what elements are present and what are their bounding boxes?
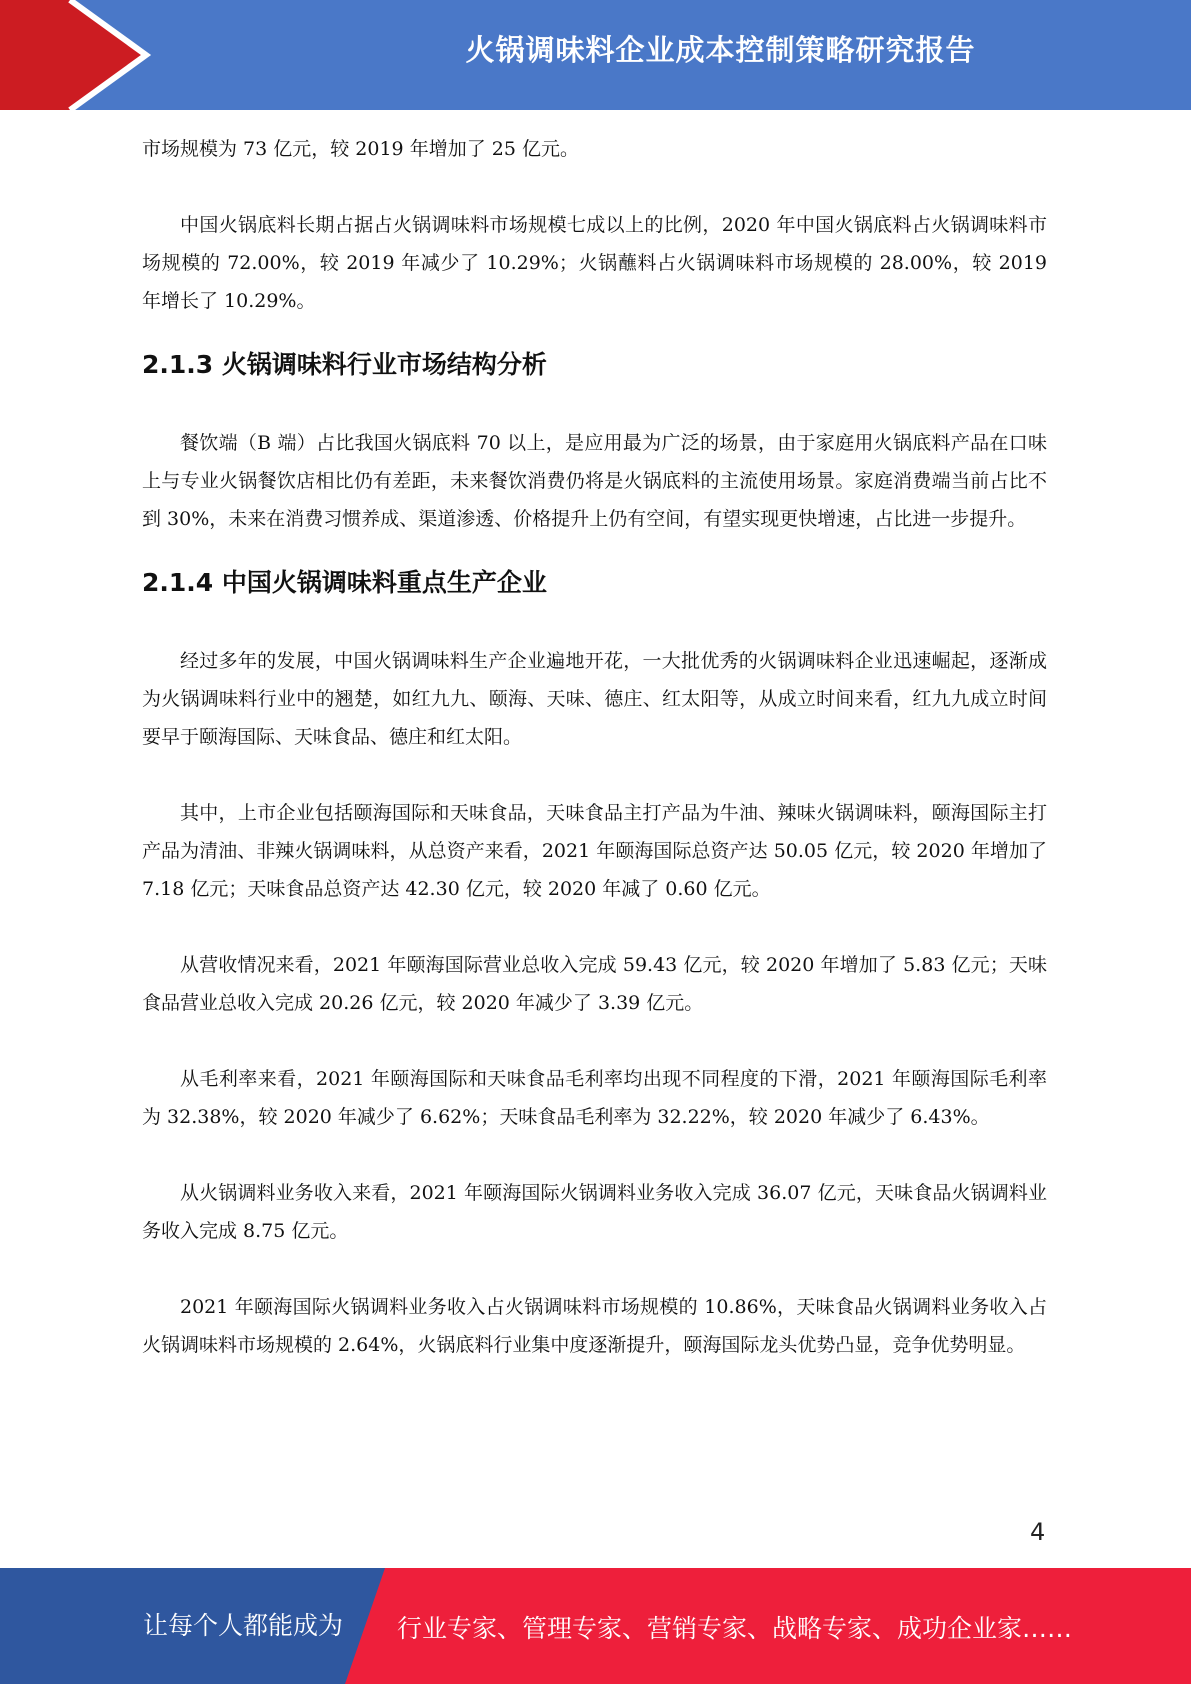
paragraph-gross-margin: 从毛利率来看，2021 年颐海国际和天味食品毛利率均出现不同程度的下滑，2021 年颐海国际毛利率为 32.38%，较 2020 年减少了 6.62%；天味食品毛利率为 32.22%，较 2020 年减少了 6.43%。 [142, 1068, 1047, 1128]
page-header [0, 0, 1191, 110]
section-heading-2-1-4: 2.1.4 中国火锅调味料重点生产企业 [142, 568, 547, 597]
paragraph-market-size: 市场规模为 73 亿元，较 2019 年增加了 25 亿元。 [142, 138, 579, 160]
footer-slogan-left: 让每个人都能成为 [143, 1611, 344, 1640]
paragraph-market-structure: 餐饮端（B 端）占比我国火锅底料 70 以上，是应用最为广泛的场景，由于家庭用火锅底料产品在口味上与专业火锅餐饮店相比仍有差距，未来餐饮消费仍将是火锅底料的主流使用场景。家庭消费端当前占比不到 30%，未来在消费习惯养成、渠道渗透、价格提升上仍有空间，有望实现更快增速，占比进一步提升。 [142, 432, 1047, 530]
footer-slogan-right: 行业专家、管理专家、营销专家、战略专家、成功企业家…… [397, 1614, 1073, 1643]
report-title: 火锅调味料企业成本控制策略研究报告 [465, 33, 976, 67]
paragraph-seasoning-revenue: 从火锅调料业务收入来看，2021 年颐海国际火锅调料业务收入完成 36.07 亿元，天味食品火锅调料业务收入完成 8.75 亿元。 [142, 1182, 1047, 1242]
page-footer [0, 1568, 1191, 1684]
paragraph-revenue: 从营收情况来看，2021 年颐海国际营业总收入完成 59.43 亿元，较 2020 年增加了 5.83 亿元；天味食品营业总收入完成 20.26 亿元，较 2020 年减少了 3.39 亿元。 [142, 954, 1047, 1014]
header-arrow-accent [0, 0, 160, 110]
paragraph-listed-companies: 其中，上市企业包括颐海国际和天味食品，天味食品主打产品为牛油、辣味火锅调味料，颐海国际主打产品为清油、非辣火锅调味料，从总资产来看，2021 年颐海国际总资产达 50.05 亿元，较 2020 年增加了 7.18 亿元；天味食品总资产达 42.30 亿元，较 2020 年减了 0.60 亿元。 [142, 802, 1047, 900]
page-number: 4 [1030, 1518, 1046, 1546]
page-body [142, 130, 1047, 1364]
paragraph-market-concentration: 2021 年颐海国际火锅调料业务收入占火锅调味料市场规模的 10.86%，天味食品火锅调料业务收入占火锅调味料市场规模的 2.64%，火锅底料行业集中度逐渐提升，颐海国际龙头优势凸显，竞争优势明显。 [142, 1296, 1047, 1356]
paragraph-base-share: 中国火锅底料长期占据占火锅调味料市场规模七成以上的比例，2020 年中国火锅底料占火锅调味料市场规模的 72.00%，较 2019 年减少了 10.29%；火锅蘸料占火锅调味料市场规模的 28.00%，较 2019 年增长了 10.29%。 [142, 214, 1047, 312]
paragraph-key-enterprises: 经过多年的发展，中国火锅调味料生产企业遍地开花，一大批优秀的火锅调味料企业迅速崛起，逐渐成为火锅调味料行业中的翘楚，如红九九、颐海、天味、德庄、红太阳等，从成立时间来看，红九九成立时间要早于颐海国际、天味食品、德庄和红太阳。 [142, 650, 1047, 748]
section-heading-2-1-3: 2.1.3 火锅调味料行业市场结构分析 [142, 350, 547, 379]
